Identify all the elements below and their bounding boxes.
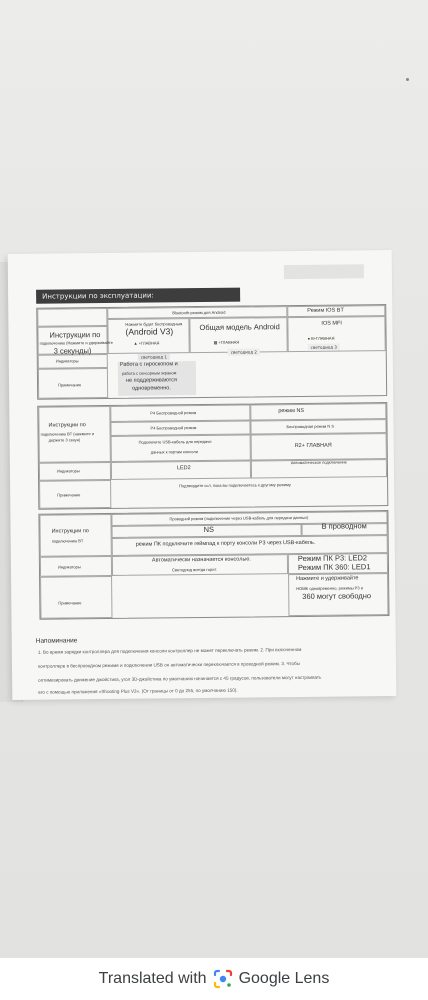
android-model-label: Общая модель Android — [199, 322, 280, 333]
row-label-instructions: Инструкции по — [48, 422, 86, 429]
row-label-sub: подключению BT (нажмите и — [40, 431, 95, 437]
ns-label: NS — [203, 524, 215, 534]
note-label: Примечание — [57, 492, 81, 498]
pc-mode-instructions: режим ПК подключите геймпад к порту консоли P3 через USB-кабель. — [135, 539, 316, 548]
table-cell — [250, 403, 386, 420]
indicators-label: Индикаторы — [55, 358, 79, 364]
google-lens-brand: Google Lens — [238, 970, 330, 987]
led-badge-3: светодиод 3 — [308, 344, 340, 351]
wired-label: В проводном — [321, 521, 367, 531]
reminder-line-3: оптимизировать движение джойстика, угол 3D-джойстика по умолчанию начинается с 45 градусов, пользователи могут настраивать — [38, 674, 322, 683]
ns-home-combo: R2+ ГЛАВНАЯ — [294, 442, 332, 450]
usb-connect-line-1: Подключите USB-кабель для передачи — [138, 438, 212, 445]
usb-connect-line-2: данных к портам консоли — [150, 449, 198, 455]
ns-mode-header: режим NS — [278, 407, 305, 415]
ns-wireless: Беспроводная режим N S — [286, 423, 335, 430]
table-cell — [40, 576, 112, 619]
ios-mfi-label: IOS MFI — [321, 320, 342, 327]
hold-line-2: HOME одновременно, режимы P3 и — [296, 585, 363, 592]
note-line-4: одновременно. — [132, 385, 171, 392]
led2-label: LED2 — [176, 465, 191, 472]
row-label-sub: подключению BT — [51, 538, 84, 544]
ns-led: Автоматическое подключение — [290, 459, 347, 466]
document-title: Инструкции по эксплуатации: — [36, 288, 240, 304]
bt-android-header: Bluetooth-режим для Android — [172, 309, 226, 316]
model-home-combo: ▩ +ГЛАВНАЯ — [213, 339, 240, 345]
reminder-line-4: его с помощью приложения «Shooting Plus V3». (От границы от 0 до 255, по умолчанию 150). — [38, 687, 238, 695]
row-label-time: держите 3 секун) — [48, 437, 81, 443]
note-confirm: Подтвердите ссл, пока вы подключаетесь к другому режиму — [179, 482, 291, 489]
indicators-label: Индикаторы — [56, 468, 80, 474]
row-label-instructions: Инструкции по — [51, 528, 89, 535]
pc-360-led: Режим ПК 360: LED1 — [297, 562, 371, 572]
note-line-3: не поддерживаются — [125, 377, 177, 384]
table-cell — [37, 308, 107, 327]
ios-bt-header: Режим IOS BT — [307, 307, 344, 314]
table-wired-mode — [38, 510, 389, 620]
table-cell — [39, 514, 111, 557]
row-label-sub: подключению (Нажмите и удерживайте — [39, 339, 113, 346]
note-line-2: работа с сенсорным экраном — [121, 370, 177, 376]
hold-line-3: 360 могут свободно — [302, 591, 372, 601]
reminder-title: Напоминание — [35, 637, 78, 645]
p4-wireless-2: P4 Беспроводной режим — [150, 425, 197, 431]
row-label-time: 3 секунды) — [53, 346, 92, 356]
dust-speck — [406, 78, 409, 81]
translation-footer — [0, 958, 428, 1000]
wired-header: Проводной режим (подключение через USB-кабель для передачи данных) — [169, 514, 309, 522]
row-label-instructions: Инструкции по — [49, 330, 101, 340]
reminder-line-2: контроллере в беспроводном режиме и подключении USB он автоматически переключается в проводной режим. 3. Чтобы — [37, 660, 301, 669]
ios-home-combo: ● B+ГЛАВНАЯ — [307, 335, 335, 341]
hold-line-1: Нажмите и удерживайте — [296, 575, 359, 583]
table-bt-modes — [36, 304, 387, 400]
note-label: Примечание — [58, 382, 82, 388]
led-badge-1: светодиод 1 — [138, 353, 170, 360]
document-page — [8, 250, 397, 700]
translated-with-label: Translated with — [98, 970, 207, 987]
led-badge-2: светодиод 2 — [228, 348, 260, 355]
android-v3-label: (Android V3) — [125, 326, 174, 337]
indicators-label: Индикаторы — [57, 564, 81, 570]
android-small-text: Нажмите будет беспроводным — [125, 321, 183, 327]
auto-assign: Автоматически назначается консолью. — [151, 556, 251, 564]
android-home-combo: ▲ +ГЛАВНАЯ — [133, 340, 160, 346]
p4-wireless-1: P4 Беспроводной режим — [150, 410, 197, 416]
reminder-line-1: 1. Во время зарядки контроллера для подключения консоли контроллер не может переключать режим. 2. При включенном — [37, 646, 302, 655]
led-always-on: Светодиод всегда горит. — [171, 566, 217, 573]
note-line-1: Работа с гироскопом и — [119, 361, 178, 368]
table-ns-modes — [37, 402, 388, 510]
pc-p3-led: Режим ПК P3: LED2 — [297, 553, 368, 564]
note-label: Примечание — [58, 600, 82, 606]
gray-tab — [284, 264, 364, 279]
google-lens-icon — [213, 969, 233, 989]
